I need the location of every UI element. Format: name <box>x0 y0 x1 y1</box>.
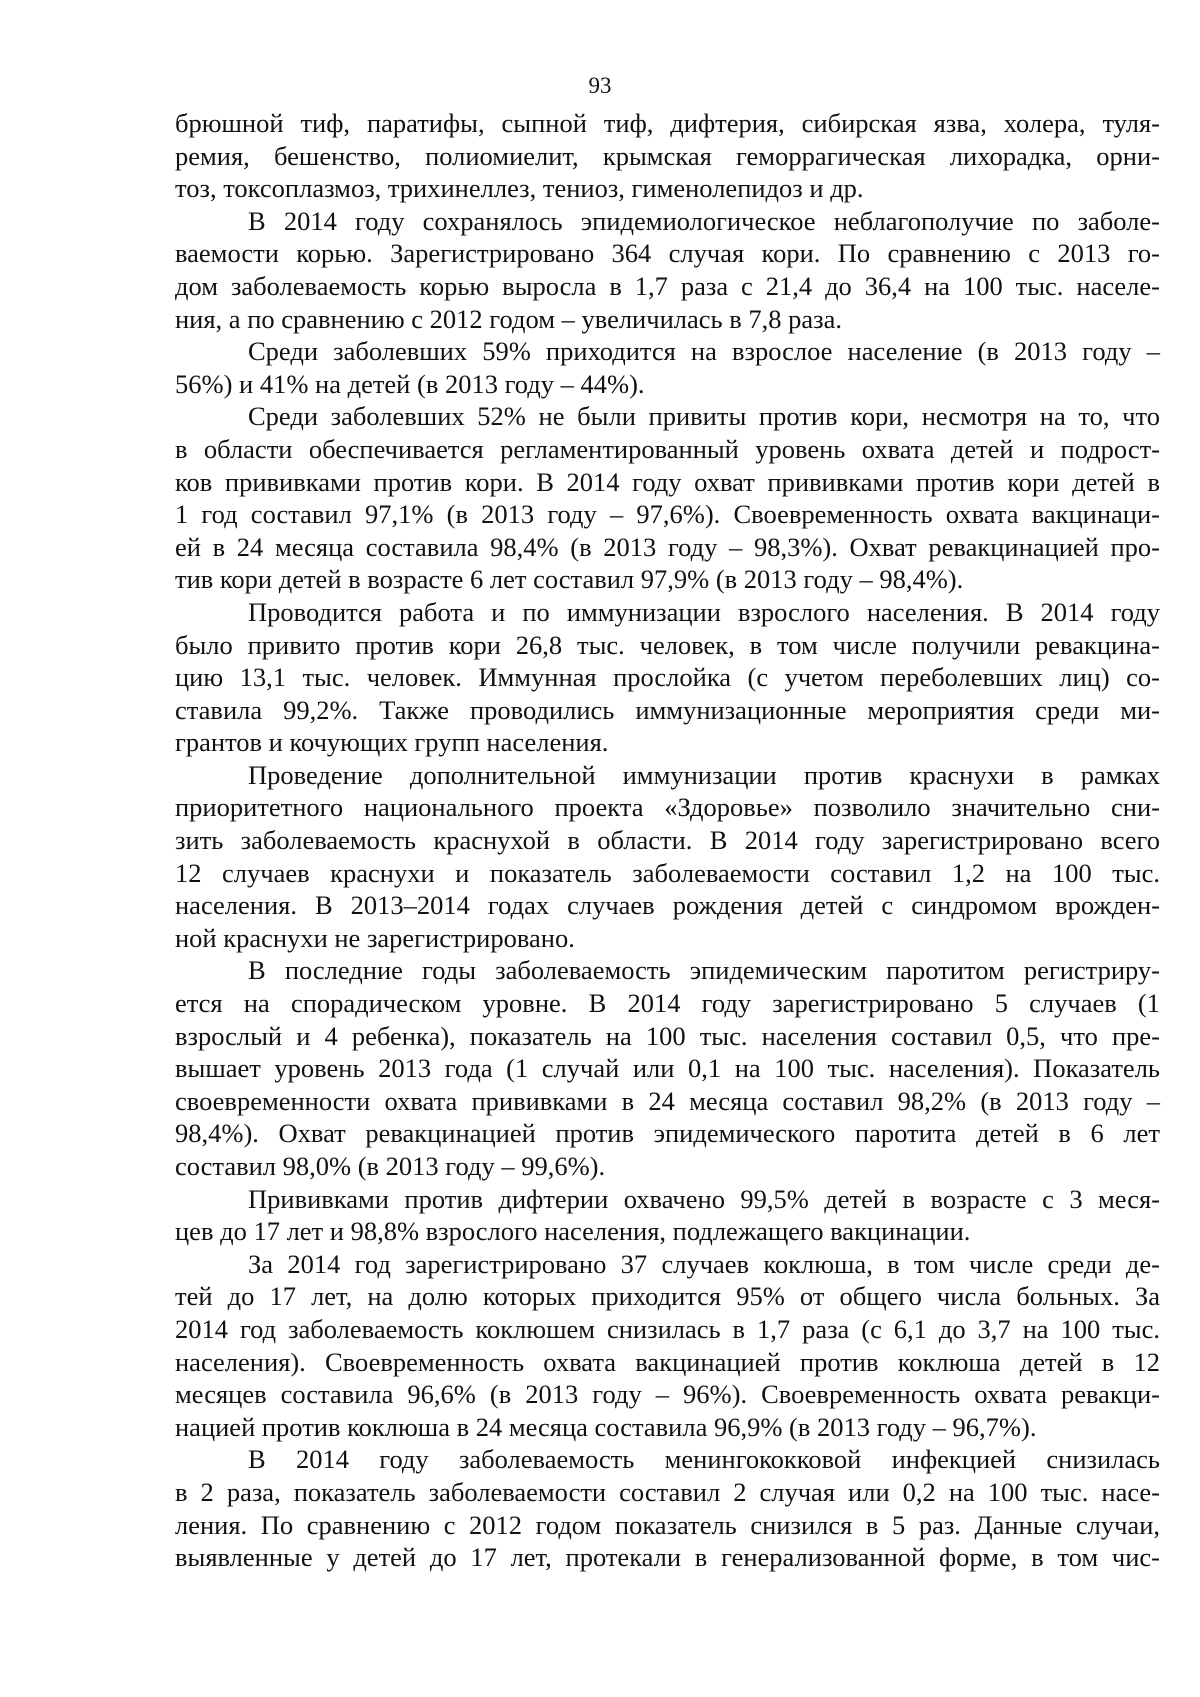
text-line: в области обеспечивается регламентированный уровень охвата детей и подрост- <box>175 433 1160 464</box>
paragraph-first-line: Среди заболевших 59% приходится на взрослое население (в 2013 году – <box>248 336 1160 367</box>
text-line: брюшной тиф, паратифы, сыпной тиф, дифтерия, сибирская язва, холера, туля- <box>175 108 1160 138</box>
text-line: населения). Своевременность охвата вакцинацией против коклюша детей в 12 <box>175 1346 1160 1377</box>
paragraph-first-line: В 2014 году заболеваемость менингококковой инфекцией снизилась <box>248 1444 1160 1475</box>
text-line: населения. В 2013–2014 годах случаев рождения детей с синдромом врожден- <box>175 890 1160 921</box>
text-line: цев до 17 лет и 98,8% взрослого населения, подлежащего вакцинации. <box>175 1216 971 1247</box>
paragraph-first-line: В 2014 году сохранялось эпидемиологическое неблагополучие по заболе- <box>248 205 1160 236</box>
text-line: ной краснухи не зарегистрировано. <box>175 922 575 953</box>
text-line: грантов и кочующих групп населения. <box>175 727 609 758</box>
text-line: приоритетного национального проекта «Здоровье» позволило значительно сни- <box>175 792 1160 823</box>
text-line: ваемости корью. Зарегистрировано 364 случая кори. По сравнению с 2013 го- <box>175 238 1160 269</box>
text-line: 2014 год заболеваемость коклюшем снизилась в 1,7 раза (с 6,1 до 3,7 на 100 тыс. <box>175 1313 1160 1344</box>
paragraph-first-line: Проводится работа и по иммунизации взрослого населения. В 2014 году <box>248 596 1160 627</box>
text-line: ей в 24 месяца составила 98,4% (в 2013 году – 98,3%). Охват ревакцинацией про- <box>175 531 1160 562</box>
text-line: выявленные у детей до 17 лет, протекали в генерализованной форме, в том чис- <box>175 1542 1160 1573</box>
text-line: дом заболеваемость корью выросла в 1,7 раза с 21,4 до 36,4 на 100 тыс. населе- <box>175 270 1160 301</box>
text-line: ков прививками против кори. В 2014 году охват прививками против кори детей в <box>175 466 1160 497</box>
text-line: тей до 17 лет, на долю которых приходится 95% от общего числа больных. За <box>175 1281 1160 1312</box>
text-line: зить заболеваемость краснухой в области. В 2014 году зарегистрировано всего <box>175 825 1160 856</box>
text-line: тоз, токсоплазмоз, трихинеллез, тениоз, гименолепидоз и др. <box>175 173 864 204</box>
text-line: цию 13,1 тыс. человек. Иммунная прослойка (с учетом переболевших лиц) со- <box>175 662 1160 693</box>
text-line: ется на спорадическом уровне. В 2014 году зарегистрировано 5 случаев (1 <box>175 988 1160 1019</box>
text-line: месяцев составила 96,6% (в 2013 году – 96%). Своевременность охвата ревакци- <box>175 1379 1160 1410</box>
text-line: в 2 раза, показатель заболеваемости составил 2 случая или 0,2 на 100 тыс. насе- <box>175 1476 1160 1507</box>
text-line: нацией против коклюша в 24 месяца составила 96,9% (в 2013 году – 96,7%). <box>175 1411 1037 1442</box>
body-text <box>175 107 1160 1574</box>
text-line: ставила 99,2%. Также проводились иммунизационные мероприятия среди ми- <box>175 694 1160 725</box>
text-line: тив кори детей в возрасте 6 лет составил 97,9% (в 2013 году – 98,4%). <box>175 564 964 595</box>
paragraph-first-line: Среди заболевших 52% не были привиты против кори, несмотря на то, что <box>248 401 1160 432</box>
paragraph-first-line: За 2014 год зарегистрировано 37 случаев коклюша, в том числе среди де- <box>248 1248 1160 1279</box>
text-line: 56%) и 41% на детей (в 2013 году – 44%). <box>175 368 645 399</box>
paragraph-first-line: Прививками против дифтерии охвачено 99,5% детей в возрасте с 3 меся- <box>248 1183 1160 1214</box>
text-line: ремия, бешенство, полиомиелит, крымская геморрагическая лихорадка, орни- <box>175 140 1160 171</box>
text-line: своевременности охвата прививками в 24 месяца составил 98,2% (в 2013 году – <box>175 1085 1160 1116</box>
text-line: составил 98,0% (в 2013 году – 99,6%). <box>175 1151 606 1181</box>
text-line: взрослый и 4 ребенка), показатель на 100 тыс. населения составил 0,5, что пре- <box>175 1020 1160 1051</box>
paragraph-first-line: Проведение дополнительной иммунизации против краснухи в рамках <box>248 759 1160 790</box>
text-line: было привито против кори 26,8 тыс. человек, в том числе получили ревакцина- <box>175 629 1160 660</box>
paragraph-first-line: В последние годы заболеваемость эпидемическим паротитом регистриру- <box>248 955 1160 986</box>
text-line: ления. По сравнению с 2012 годом показатель снизился в 5 раз. Данные случаи, <box>175 1509 1160 1540</box>
text-line: 12 случаев краснухи и показатель заболеваемости составил 1,2 на 100 тыс. <box>175 857 1160 888</box>
text-line: вышает уровень 2013 года (1 случай или 0,1 на 100 тыс. населения). Показатель <box>175 1053 1160 1084</box>
text-line: 98,4%). Охват ревакцинацией против эпидемического паротита детей в 6 лет <box>175 1118 1160 1149</box>
page-number: 93 <box>588 73 612 98</box>
text-line: 1 год составил 97,1% (в 2013 году – 97,6%). Своевременность охвата вакцинаци- <box>175 499 1160 530</box>
text-line: ния, а по сравнению с 2012 годом – увеличилась в 7,8 раза. <box>175 303 842 334</box>
